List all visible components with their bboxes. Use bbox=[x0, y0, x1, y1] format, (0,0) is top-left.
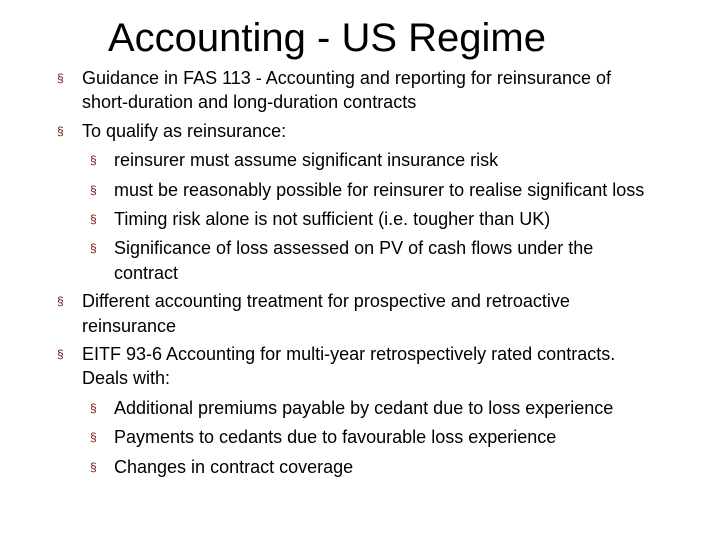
bullet-text-line: To qualify as reinsurance: bbox=[82, 120, 287, 141]
bullet-text-line: short-duration and long-duration contracts bbox=[82, 92, 417, 113]
sub-bullet-item bbox=[0, 178, 720, 202]
bullet-text-line: reinsurer must assume significant insurance risk bbox=[114, 150, 499, 171]
bullet-item bbox=[0, 66, 720, 115]
bullet-marker-icon: § bbox=[57, 71, 64, 85]
bullet-text-line: contract bbox=[114, 262, 179, 283]
bullet-text-line: reinsurance bbox=[82, 315, 177, 336]
bullet-marker-icon: § bbox=[90, 212, 97, 227]
sub-bullet-item bbox=[0, 236, 720, 285]
sub-bullet-item bbox=[0, 425, 720, 449]
bullet-marker-icon: § bbox=[57, 294, 64, 309]
bullet-marker-icon: § bbox=[57, 123, 64, 138]
bullet-text-line: Deals with: bbox=[82, 368, 171, 389]
bullet-text-line: EITF 93-6 Accounting for multi-year retrospectively rated contracts. bbox=[82, 344, 616, 365]
bullet-marker-icon: § bbox=[90, 459, 97, 474]
bullet-item bbox=[0, 119, 720, 143]
bullet-marker-icon: § bbox=[57, 347, 64, 362]
sub-bullet-item bbox=[0, 148, 720, 172]
bullet-text-line: Timing risk alone is not sufficient (i.e. tougher than UK) bbox=[114, 209, 551, 230]
bullet-text-line: Payments to cedants due to favourable loss experience bbox=[114, 427, 557, 448]
bullet-marker-icon: § bbox=[90, 430, 97, 445]
bullet-item bbox=[0, 342, 720, 391]
bullet-marker-icon: § bbox=[90, 182, 97, 197]
bullet-text-line: Guidance in FAS 113 - Accounting and reporting for reinsurance of bbox=[82, 68, 611, 88]
sub-bullet-item bbox=[0, 455, 720, 479]
bullet-marker-icon: § bbox=[90, 241, 97, 256]
bullet-list bbox=[0, 62, 720, 479]
slide-title: Accounting - US Regime bbox=[108, 16, 546, 60]
sub-bullet-item bbox=[0, 396, 720, 420]
bullet-text-line: Changes in contract coverage bbox=[114, 456, 354, 477]
bullet-text-line: Additional premiums payable by cedant due to loss experience bbox=[114, 397, 614, 418]
bullet-item bbox=[0, 289, 720, 338]
bullet-text-line: Different accounting treatment for prospective and retroactive bbox=[82, 291, 570, 312]
bullet-text-line: must be reasonably possible for reinsurer to realise significant loss bbox=[114, 179, 645, 200]
bullet-marker-icon: § bbox=[90, 153, 97, 168]
sub-bullet-item bbox=[0, 207, 720, 231]
bullet-marker-icon: § bbox=[90, 400, 97, 415]
bullet-text-line: Significance of loss assessed on PV of cash flows under the bbox=[114, 238, 594, 259]
